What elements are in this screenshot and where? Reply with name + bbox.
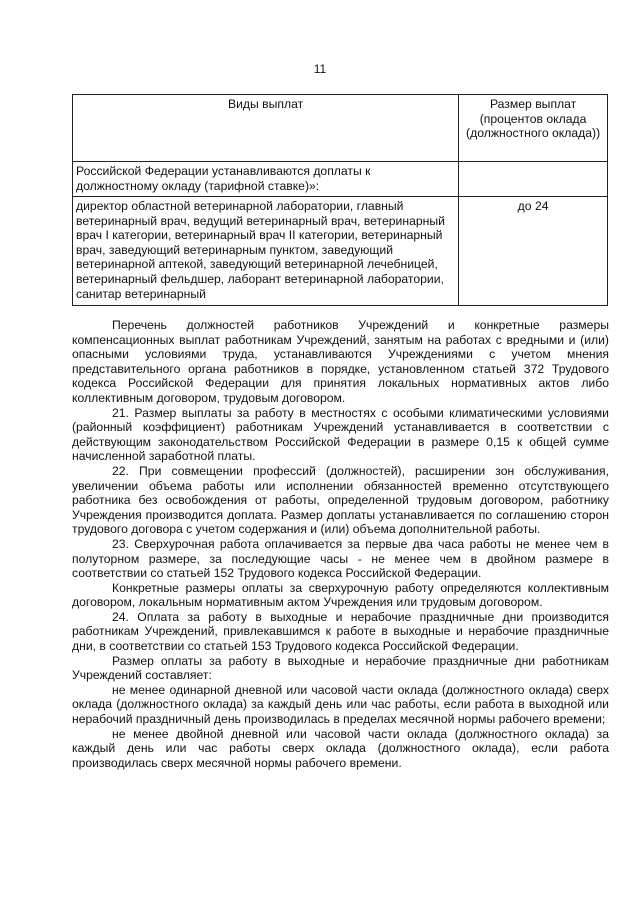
paragraph: не менее двойной дневной или часовой части оклада (должностного оклада) за каждый день или час работы сверх оклада (должностного оклада), если работа производилась сверх месячной нормы рабочего времени. — [72, 726, 609, 770]
table-cell-payment-type: Российской Федерации устанавливаются доплаты к должностному окладу (тарифной ставке)»: — [73, 162, 459, 197]
table-row — [73, 162, 608, 197]
table-cell-payment-size — [459, 162, 608, 197]
header-payment-type: Виды выплат — [73, 95, 459, 162]
document-body — [72, 318, 609, 770]
paragraph: Перечень должностей работников Учреждений и конкретные размеры компенсационных выплат работникам Учреждений, занятым на работах с вредными и (или) опасными условиями труда, устанавливаются Учреждениями с учетом мнения представительного органа работников в порядке, установленном статьей 372 Трудового кодекса Российской Федерации для принятия локальных нормативных актов либо коллективным договором, трудовым договором. — [72, 318, 609, 405]
paragraph: Размер оплаты за работу в выходные и нерабочие праздничные дни работникам Учреждений составляет: — [72, 653, 609, 683]
paragraph: 23. Сверхурочная работа оплачивается за первые два часа работы не менее чем в полуторном размере, за последующие часы - не менее чем в двойном размере в соответствии со статьей 152 Трудового кодекса Российской Федерации. — [72, 536, 609, 581]
table-cell-payment-type: директор областной ветеринарной лаборатории, главный ветеринарный врач, ведущий ветеринарный врач, ветеринарный врач I категории, ветеринарный врач II категории, ветеринарный врач, заведующий ветеринарным пунктом, заведующий ветеринарной аптекой, заведующий ветеринарной лечебницей, ветеринарный фельдшер, лаборант ветеринарной лаборатории, санитар ветеринарный — [73, 197, 459, 306]
page-number: 11 — [313, 62, 327, 76]
header-payment-size: Размер выплат (процентов оклада (должностного оклада)) — [459, 95, 608, 162]
table-cell-payment-size: до 24 — [459, 197, 608, 306]
paragraph: 21. Размер выплаты за работу в местностях с особыми климатическими условиями (районный коэффициент) работникам Учреждений устанавливается в соответствии с действующим законодательством Российской Федерации в размере 0,15 к общей сумме начисленной заработной платы. — [72, 405, 609, 464]
table-header-row — [73, 95, 608, 162]
paragraph: 22. При совмещении профессий (должностей), расширении зон обслуживания, увеличении объема работы или исполнении обязанностей временно отсутствующего работника без освобождения от работы, определенной трудовым договором, работнику Учреждения производится доплата. Размер доплаты устанавливается по соглашению сторон трудового договора с учетом содержания и (или) объема дополнительной работы. — [72, 463, 609, 537]
paragraph: Конкретные размеры оплаты за сверхурочную работу определяются коллективным договором, локальным нормативным актом Учреждения или трудовым договором. — [72, 580, 609, 610]
payments-table — [72, 94, 608, 306]
paragraph: не менее одинарной дневной или часовой части оклада (должностного оклада) сверх оклада (должностного оклада) за каждый день или час работы, если работа в выходной или нерабочий праздничный день производилась в пределах месячной нормы рабочего времени; — [72, 682, 609, 727]
paragraph: 24. Оплата за работу в выходные и нерабочие праздничные дни производится работникам Учреждений, привлекавшимся к работе в выходные и нерабочие праздничные дни, в соответствии со статьей 153 Трудового кодекса Российской Федерации. — [72, 609, 609, 654]
table-row — [73, 197, 608, 306]
